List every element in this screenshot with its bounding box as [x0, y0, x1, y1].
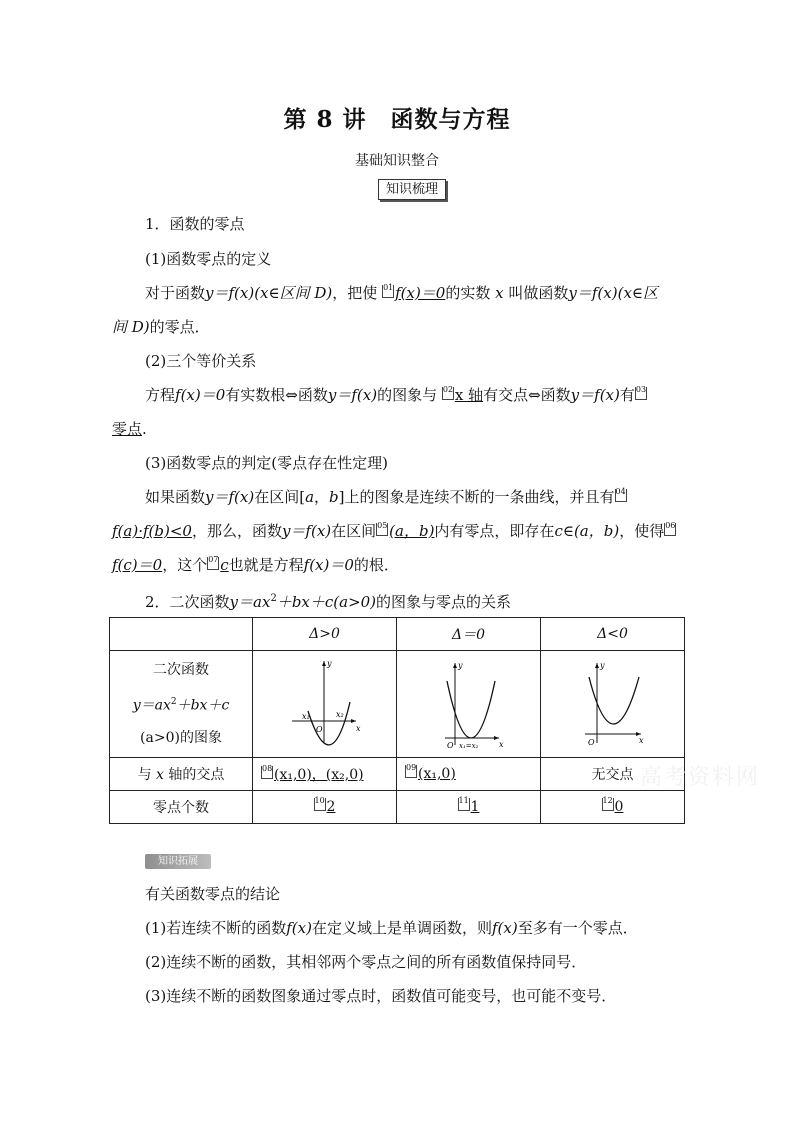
math-line	[110, 686, 252, 722]
text: ，那么，函数	[191, 522, 282, 540]
quadratic-table	[109, 617, 685, 824]
math: y＝f(x)	[205, 488, 255, 506]
root-label: x₂	[335, 710, 344, 719]
intersection-cell: 无交点	[540, 758, 684, 791]
axis-label: x	[639, 736, 644, 745]
equivalence-line-1	[145, 385, 648, 405]
table-header-row	[110, 618, 685, 651]
math-sup: 2	[270, 593, 277, 604]
s1b-heading: (2)三个等价关系	[145, 352, 257, 370]
text: 二次函数	[153, 662, 209, 679]
text: 轴的交点	[168, 767, 225, 783]
section-tag: 知识梳理	[378, 179, 446, 200]
answer-blank: 零点	[112, 420, 143, 438]
math: y＝ax	[132, 697, 171, 714]
extension-tag: 知识拓展	[145, 854, 211, 869]
math: 间 D)	[112, 318, 150, 336]
answer-blank: f(a)·f(b)<0	[112, 522, 192, 540]
extension-item-2: (2)连续不断的函数，其相邻两个零点之间的所有函数值保持同号．	[145, 953, 587, 971]
text: (1)若连续不断的函数	[145, 919, 287, 937]
blank-marker: 09	[405, 765, 417, 778]
theorem-line-3	[112, 555, 399, 575]
math: y＝f(x)	[327, 386, 378, 404]
math: y＝f(x)(x∈区间 D)	[205, 284, 333, 302]
origin-label: O	[447, 741, 455, 750]
root-label: x₁=x₂	[459, 742, 479, 750]
intersection-cell	[253, 758, 397, 791]
table-col-header: Δ<0	[540, 618, 684, 651]
blank-marker: 12	[602, 798, 614, 811]
text: 对于函数	[145, 284, 206, 302]
blank-marker: 11	[458, 798, 470, 811]
text: 至多有一个零点．	[517, 919, 638, 937]
origin-label: O	[315, 725, 323, 734]
table-corner	[110, 618, 253, 651]
text: 在定义域上是单调函数，则	[311, 919, 492, 937]
extension-item-1	[145, 918, 638, 938]
answer-blank: (a，b)	[389, 522, 435, 540]
text: 的根．	[353, 556, 399, 574]
answer-blank: 2	[326, 799, 336, 815]
graph-cell-zero	[397, 651, 541, 758]
blank-marker: 07	[207, 557, 219, 570]
text: .	[142, 420, 147, 438]
table-row-intersections	[110, 758, 685, 791]
row-label-graph	[110, 651, 253, 758]
math: y＝f(x)(x∈区	[568, 284, 659, 302]
table-col-header: Δ＝0	[397, 618, 541, 651]
math: y＝f(x)	[281, 522, 332, 540]
answer-blank: (x₁,0)，(x₂,0)	[274, 767, 364, 783]
s2-heading	[145, 589, 511, 612]
axis-label: x	[499, 740, 504, 749]
math: x	[495, 284, 504, 302]
theorem-line-2	[112, 521, 677, 541]
origin-label: O	[588, 738, 596, 747]
blank-marker: 08	[261, 766, 273, 779]
math: b	[329, 488, 339, 506]
extension-item-3: (3)连续不断的函数图象通过零点时，函数值可能变号，也可能不变号．	[145, 987, 617, 1005]
graph-cell-positive	[253, 651, 397, 758]
parabola-one-root-graph	[397, 651, 539, 753]
row-label-intersection	[110, 758, 253, 791]
s1a-heading: (1)函数零点的定义	[145, 250, 272, 268]
answer-blank: (x₁,0)	[418, 766, 456, 782]
text: ，这个	[162, 556, 208, 574]
axis-label: y	[458, 661, 464, 670]
table-col-header: Δ>0	[253, 618, 397, 651]
math: f(x)	[491, 919, 518, 937]
definition-line-2	[112, 317, 210, 337]
math: y＝ax	[229, 593, 271, 611]
equivalence-line-2	[112, 419, 147, 439]
answer-blank: x 轴	[454, 386, 484, 404]
table-row-graphs	[110, 651, 685, 758]
answer-blank: f(x)＝0	[395, 284, 446, 302]
s1-heading: 1．函数的零点	[145, 215, 245, 233]
zero-count-cell	[253, 791, 397, 824]
text: 的图象与	[377, 386, 438, 404]
text: 有交点⇔函数	[483, 386, 571, 404]
text: 的实数	[445, 284, 491, 302]
answer-blank: 1	[470, 799, 480, 815]
graph-cell-negative	[540, 651, 684, 758]
math: f(x)＝0	[303, 556, 354, 574]
text: ，使得	[619, 522, 665, 540]
math: x	[156, 767, 164, 783]
text: 的图象与零点的关系	[376, 593, 512, 611]
text: ，把使	[332, 284, 378, 302]
page-title: 第 8 讲 函数与方程	[283, 106, 511, 133]
s1c-heading: (3)函数零点的判定(零点存在性定理)	[145, 454, 388, 472]
text: 与	[137, 767, 152, 783]
intersection-cell	[397, 758, 541, 791]
math: c∈(a，b)	[554, 522, 620, 540]
parabola-no-root-graph	[541, 651, 683, 753]
text: 也就是方程	[228, 556, 304, 574]
text: 内有零点，即存在	[434, 522, 555, 540]
text: 有实数根⇔函数	[225, 386, 328, 404]
text: 叫做函数	[508, 284, 569, 302]
text: 的零点．	[149, 318, 210, 336]
extension-heading: 有关函数零点的结论	[145, 885, 281, 903]
blank-marker: 05	[376, 523, 388, 536]
blank-marker: 03	[635, 387, 647, 400]
math: ＋bx＋c(a>0)	[276, 593, 377, 611]
axis-label: x	[355, 724, 361, 733]
page-subtitle: 基础知识整合	[355, 153, 439, 169]
math: ＋bx＋c	[176, 697, 230, 714]
blank-marker: 04	[615, 489, 627, 502]
zero-count-cell	[397, 791, 541, 824]
text: 在区间	[331, 522, 377, 540]
theorem-line-1	[145, 487, 628, 507]
blank-marker: 10	[314, 798, 326, 811]
text: 方程	[145, 386, 176, 404]
blank-marker: 02	[442, 387, 454, 400]
text: 有	[619, 386, 635, 404]
math: f(x)＝0	[175, 386, 226, 404]
text: ，	[314, 488, 330, 506]
root-label: x₁	[301, 712, 310, 721]
math: y＝f(x)	[570, 386, 620, 404]
text: (a>0)的图象	[140, 729, 222, 746]
axis-label: y	[326, 659, 332, 668]
blank-marker: 01	[382, 285, 394, 298]
text: 2．二次函数	[145, 593, 230, 611]
row-label-zero-count: 零点个数	[110, 791, 253, 824]
table-row-zero-count	[110, 791, 685, 824]
definition-line-1	[145, 283, 658, 303]
math-sup: 2	[170, 697, 177, 708]
watermark: 高考资料网	[640, 765, 761, 790]
text: 如果函数	[145, 488, 206, 506]
answer-blank: c	[220, 556, 229, 574]
text: ]上的图象是连续不断的一条曲线，并且有	[338, 488, 615, 506]
zero-count-cell	[540, 791, 684, 824]
axis-label: y	[600, 661, 606, 670]
math: f(x)	[286, 919, 312, 937]
blank-marker: 06	[664, 523, 676, 536]
parabola-two-roots-graph	[254, 651, 396, 753]
answer-blank: 0	[614, 799, 624, 815]
answer-blank: f(c)＝0	[112, 556, 163, 574]
math: a	[305, 488, 315, 506]
text: 在区间[	[254, 488, 306, 506]
